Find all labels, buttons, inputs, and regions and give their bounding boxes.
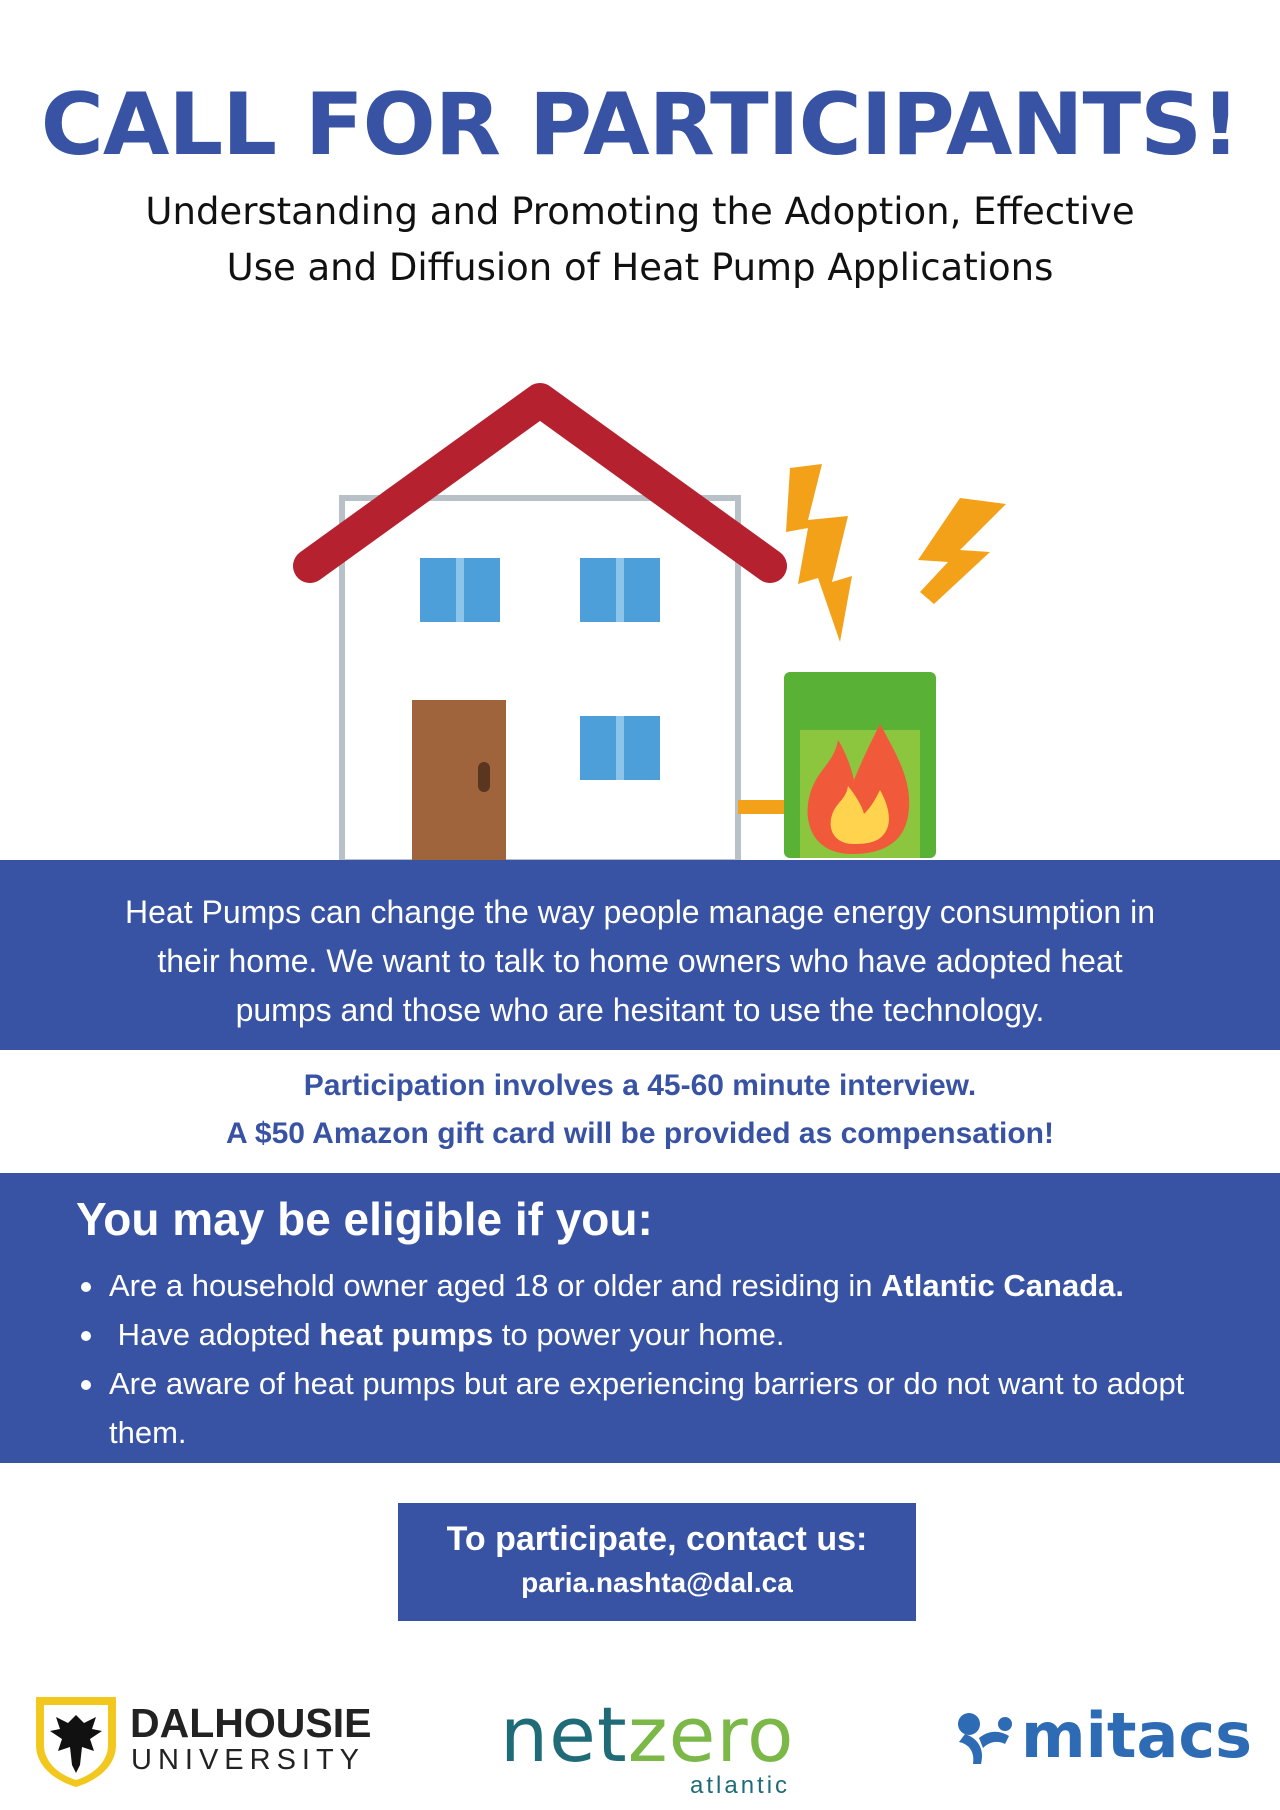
netzero-zero: zero [627,1690,795,1779]
intro-text [60,888,1220,1035]
intro-band [0,860,1280,1050]
door-icon [412,700,506,862]
contact-label: To participate, contact us: [446,1520,868,1558]
pipe [738,800,786,814]
intro-line-1: Heat Pumps can change the way people manage energy consumption in [125,894,1155,930]
participation-line-2: A $50 Amazon gift card will be provided as compensation! [226,1117,1054,1150]
contact-box [398,1503,916,1621]
house-wall [342,498,738,862]
eligibility-item [76,1310,1236,1359]
subtitle-line-2: Use and Diffusion of Heat Pump Applications [226,246,1054,289]
eligibility-item [76,1261,1236,1310]
dalhousie-name: DALHOUSIE [130,1700,372,1746]
subtitle [90,184,1190,296]
intro-line-2: their home. We want to talk to home owners who have adopted heat [157,943,1123,979]
intro-line-3: pumps and those who are hesitant to use the technology. [235,992,1045,1028]
eligibility-item [76,1359,1236,1457]
eligibility-item-text: Are a household owner aged 18 or older and residing in [109,1268,882,1303]
dalhousie-crest-icon [32,1693,120,1788]
eligibility-item-text: to power your home. [493,1317,785,1352]
eligibility-item-text: Are aware of heat pumps but are experiencing barriers or do not want to adopt them. [109,1366,1185,1450]
eligibility-band [0,1173,1280,1463]
dalhousie-logo [32,1693,382,1788]
eligibility-item-emphasis: heat pumps [319,1317,494,1352]
netzero-wordmark [500,1690,794,1780]
netzero-sub: atlantic [690,1772,791,1799]
heat-pump-house-illustration [0,380,1280,880]
netzero-net: net [500,1690,628,1779]
window-icon [580,558,660,622]
eligibility-item-text: Have adopted [109,1317,320,1352]
window-icon [420,558,500,622]
lightning-bolt-icon [786,464,852,642]
dalhousie-sub: UNIVERSITY [131,1744,366,1776]
participation-details [0,1062,1280,1158]
window-icon [580,716,660,780]
lightning-bolt-icon [918,498,1006,604]
mitacs-logo [955,1700,1255,1780]
netzero-logo [500,1690,820,1800]
subtitle-line-1: Understanding and Promoting the Adoption, Effective [145,190,1135,233]
eligibility-list [76,1261,1236,1457]
participation-line-1: Participation involves a 45-60 minute interview. [303,1069,977,1102]
contact-email-link[interactable]: paria.nashta@dal.ca [521,1567,793,1598]
eligibility-heading: You may be eligible if you: [76,1193,653,1245]
mitacs-name: mitacs [1021,1699,1252,1772]
headline: CALL FOR PARTICIPANTS! [40,75,1240,175]
eligibility-item-emphasis: Atlantic Canada. [881,1268,1124,1303]
mitacs-mark-icon [955,1708,1015,1768]
